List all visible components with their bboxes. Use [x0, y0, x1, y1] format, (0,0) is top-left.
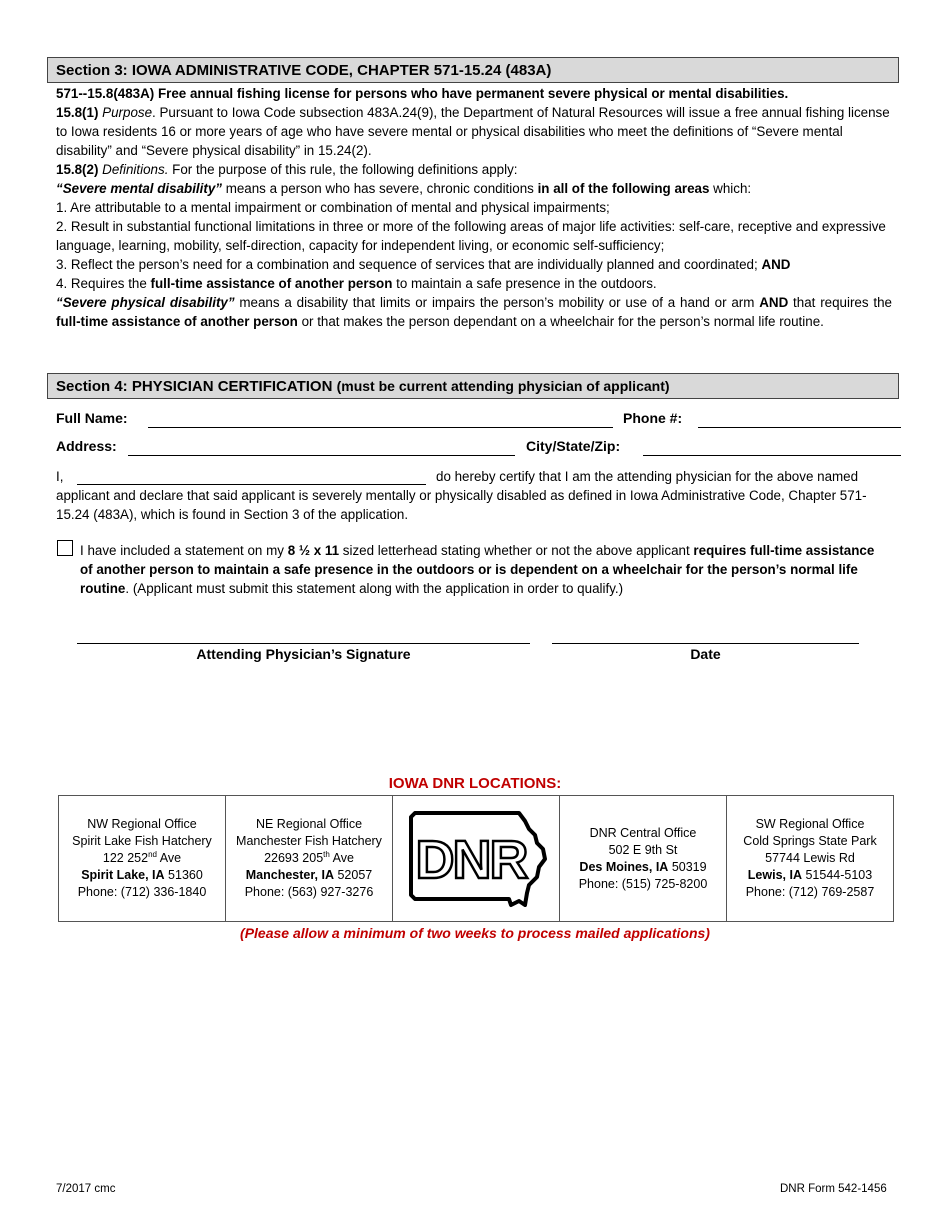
rule-title: 571--15.8(483A) Free annual fishing license for persons who have permanent severe physical or mental disabilities.: [56, 86, 789, 101]
dnr-logo-cell: [393, 796, 560, 921]
ne-office-cell: [226, 796, 393, 921]
criterion-4-bold: full-time assistance of another person: [150, 276, 393, 291]
definitions-paragraph: [56, 160, 892, 179]
spd-and: AND: [759, 295, 789, 310]
section3-body: [56, 84, 892, 331]
nw-addr-tail: Ave: [156, 851, 182, 865]
section3-heading: Section 3: IOWA ADMINISTRATIVE CODE, CHAPTER 571-15.24 (483A): [47, 57, 899, 83]
sw-address: 57744 Lewis Rd: [765, 851, 855, 865]
section4-title: Section 4: PHYSICIAN CERTIFICATION: [56, 378, 333, 395]
section4-heading: [47, 373, 899, 399]
ne-addr-num: 22693 205: [264, 851, 324, 865]
nw-site: Spirit Lake Fish Hatchery: [72, 834, 212, 848]
city-state-zip-field[interactable]: [643, 455, 901, 456]
sw-office-cell: [727, 796, 893, 921]
certify-i-label: I,: [56, 469, 64, 484]
criterion-2: 2. Result in substantial functional limitations in three or more of the following areas of major life activities: self-care, receptive and expressive language, learning, mobility, self-direction, capacity for independent living, or economic self-sufficiency;: [56, 219, 886, 253]
central-name: DNR Central Office: [589, 825, 697, 840]
criterion-3-text: 3. Reflect the person’s need for a combination and sequence of services that are individually planned and coordinated;: [56, 257, 762, 272]
ne-phone: Phone: (563) 927-3276: [244, 885, 374, 899]
sw-city: [748, 867, 872, 884]
smd-text2: which:: [709, 181, 752, 196]
smd-text1: means a person who has severe, chronic conditions: [221, 181, 538, 196]
phone-field[interactable]: [698, 427, 901, 428]
letterhead-statement: [80, 541, 880, 598]
spd-text1: means a disability that limits or impairs the person’s mobility or use of a hand or arm: [234, 295, 760, 310]
processing-note: (Please allow a minimum of two weeks to process mailed applications): [240, 925, 710, 941]
nw-city-name: Spirit Lake, IA: [81, 868, 165, 882]
criterion-4-b: to maintain a safe presence in the outdoors.: [392, 276, 657, 291]
section4-note: (must be current attending physician of applicant): [336, 378, 670, 394]
sw-city-name: Lewis, IA: [747, 868, 802, 882]
locations-title: IOWA DNR LOCATIONS:: [388, 775, 562, 792]
signature-label: Attending Physician’s Signature: [196, 646, 411, 662]
footer-form-number: DNR Form 542-1456: [780, 1183, 887, 1195]
sw-site: Cold Springs State Park: [743, 834, 877, 848]
definitions-text: For the purpose of this rule, the following definitions apply:: [168, 162, 518, 177]
sw-phone: Phone: (712) 769-2587: [745, 885, 875, 899]
central-address: 502 E 9th St: [608, 842, 678, 857]
ne-zip: 52057: [334, 868, 373, 882]
nw-name: NW Regional Office: [87, 817, 197, 831]
address-field[interactable]: [128, 455, 515, 456]
nw-office-cell: [59, 796, 226, 921]
ne-city: [246, 867, 372, 884]
check-bold: requires full-time assistance of another person to maintain a safe presence in the outdoors or is dependent on a wheelchair for the person’s normal life routine: [80, 543, 875, 596]
signature-field[interactable]: [77, 643, 530, 644]
central-office-cell: [560, 796, 727, 921]
sw-zip: 51544-5103: [801, 868, 873, 882]
dnr-logo: [401, 809, 551, 909]
locations-table: [58, 795, 894, 922]
criterion-1: 1. Are attributable to a mental impairment or combination of mental and physical impairments;: [56, 200, 610, 215]
central-phone: Phone: (515) 725-8200: [578, 876, 708, 891]
nw-phone: Phone: (712) 336-1840: [77, 885, 207, 899]
criterion-4-a: 4. Requires the: [56, 276, 151, 291]
ne-addr-tail: Ave: [329, 851, 354, 865]
ne-address: [264, 850, 354, 867]
nw-addr-num: 122 252: [102, 851, 149, 865]
full-name-field[interactable]: [148, 427, 613, 428]
purpose-num: 15.8(1): [56, 105, 99, 120]
central-zip: 50319: [668, 859, 707, 874]
smd-definition: [56, 179, 892, 198]
full-name-label: Full Name:: [56, 410, 128, 426]
nw-addr-sup: nd: [148, 849, 157, 859]
sw-name: SW Regional Office: [755, 817, 865, 831]
footer-date-code: 7/2017 cmc: [56, 1183, 116, 1195]
spd-definition: [56, 293, 892, 331]
certify-text: applicant and declare that said applicant is severely mentally or physically disabled as defined in Iowa Administrative Code, Chapter 571-15.24 (483A), which is found in Section 3 of the application.: [56, 488, 867, 522]
purpose-paragraph: [56, 103, 892, 160]
definitions-label: Definitions.: [102, 162, 169, 177]
certify-tail: do hereby certify that I am the attending physician for the above named: [436, 469, 859, 484]
check-size: 8 ½ x 11: [287, 543, 340, 558]
smd-term: “Severe mental disability”: [56, 181, 222, 196]
nw-city: [81, 867, 203, 884]
physician-name-field[interactable]: [77, 484, 426, 485]
purpose-label: Purpose: [102, 105, 153, 120]
spd-bold: full-time assistance of another person: [56, 314, 298, 329]
check-text-c: . (Applicant must submit this statement along with the application in order to qualify.): [125, 581, 624, 596]
spd-term: “Severe physical disability”: [56, 295, 235, 310]
central-city-name: Des Moines, IA: [579, 859, 669, 874]
ne-city-name: Manchester, IA: [245, 868, 334, 882]
check-text-b: sized letterhead stating whether or not the above applicant: [339, 543, 694, 558]
nw-zip: 51360: [164, 868, 203, 882]
city-state-zip-label: City/State/Zip:: [526, 438, 621, 454]
smd-bold: in all of the following areas: [537, 181, 710, 196]
check-text-a: I have included a statement on my: [80, 543, 288, 558]
ne-addr-sup: th: [323, 849, 330, 859]
spd-text3: or that makes the person dependant on a wheelchair for the person’s normal life routine.: [297, 314, 824, 329]
spd-text2: that requires the: [788, 295, 892, 310]
date-field[interactable]: [552, 643, 859, 644]
letterhead-checkbox[interactable]: [57, 540, 73, 556]
phone-label: Phone #:: [623, 410, 683, 426]
purpose-text: . Pursuant to Iowa Code subsection 483A.24(9), the Department of Natural Resources will issue a free annual fishing license to Iowa residents 16 or more years of age who have severe mental or physical disabilities who meet the definitions of “Severe mental disability” and “Severe physical disability” in 15.24(2).: [56, 105, 890, 158]
ne-name: NE Regional Office: [255, 817, 363, 831]
date-label: Date: [690, 646, 721, 662]
nw-address: [103, 850, 181, 867]
criterion-3: [56, 255, 892, 274]
central-city: [579, 859, 706, 876]
definitions-num: 15.8(2): [56, 162, 99, 177]
criterion-3-and: AND: [761, 257, 791, 272]
criterion-4: [56, 274, 892, 293]
dnr-logo-text: DNR: [415, 829, 527, 890]
address-label: Address:: [56, 438, 117, 454]
ne-site: Manchester Fish Hatchery: [236, 834, 382, 848]
